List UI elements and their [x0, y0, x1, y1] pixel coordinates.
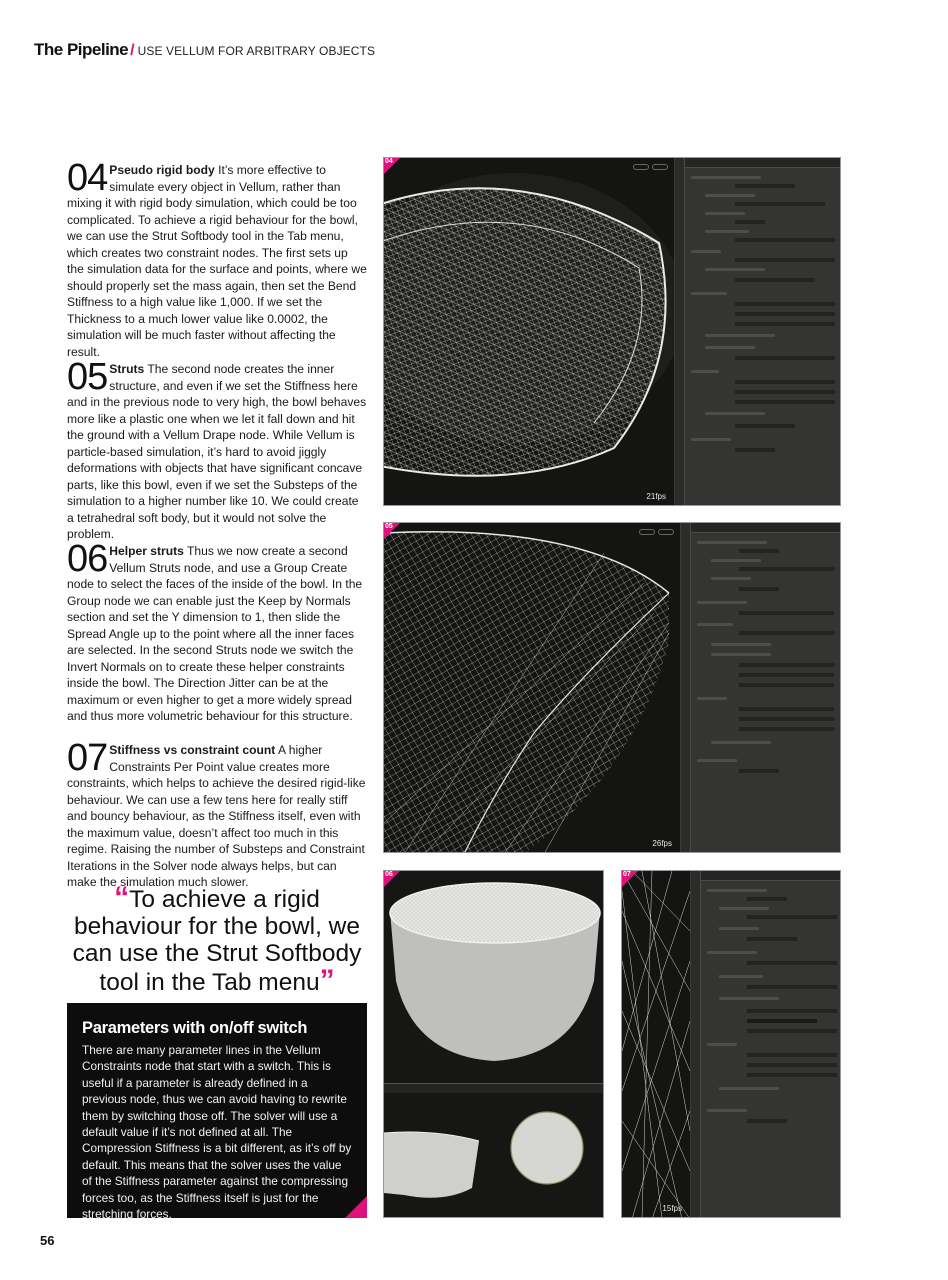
fps-readout: 26fps	[652, 839, 672, 848]
slash-divider: /	[130, 42, 135, 59]
step-06	[67, 538, 367, 725]
bowl-side-and-top-views-image	[384, 1093, 604, 1218]
boxout-body: There are many parameter lines in the Vellum Constraints node that start with a switch. This is useful if a parameter is already defined in a previous node, thus we can avoid having to rewrite them by switching those off. The solver will use a default value if it’s not defined at all. The Compression Stiffness is a bit different, as it’s off by default. This means that the solver uses the value of the Stiffness parameter against the compressing forces too, as the Stiffness itself is just for the stretching forces.	[82, 1043, 352, 1222]
viewport-buttons	[639, 529, 674, 535]
screenshot-04	[383, 157, 841, 506]
step-heading: Struts	[109, 362, 145, 376]
screenshot-tag-number: 07	[623, 871, 631, 878]
page-header	[34, 40, 375, 60]
fps-readout: 15fps	[662, 1204, 682, 1213]
parameters-panel	[684, 158, 841, 505]
step-body: It’s more effective to simulate every object in Vellum, rather than mixing it with rigid body simulation, which could be too complicated. To achieve a rigid behaviour for the bowl, we can use the Strut Softbody tool in the Tab menu, which creates two constraint nodes. The first sets up the simulation data for the surface and points, where we should properly set the mass again, then set the Bend Stiffness to a high value like 1,000. If we set the Thickness to a much lower value like 0.0002, the simulation will be much faster without affecting the result.	[67, 163, 367, 359]
step-heading: Helper struts	[109, 544, 184, 558]
screenshot-05	[383, 522, 841, 853]
screenshot-06	[383, 870, 604, 1218]
parameters-panel	[700, 871, 841, 1217]
solid-bowl-image	[384, 871, 604, 1083]
step-number: 04	[67, 157, 108, 199]
panel-titlebar	[701, 871, 841, 881]
boxout-title: Parameters with on/off switch	[82, 1019, 308, 1037]
article-section-title: USE VELLUM FOR ARBITRARY OBJECTS	[137, 44, 376, 58]
screenshot-07	[621, 870, 841, 1218]
step-07	[67, 737, 367, 891]
step-body: A higher Constraints Per Point value creates more constraints, which helps to achieve the desired rigid-like behaviour. We can use a few tens here for really stiff and bouncy behaviour, as the Stiffness itself, even with the maximum value, doesn’t affect too much in this regime. Raising the number of Substeps and Constraint Iterations in the Solver node always helps, but can make the simulation much slower.	[67, 743, 366, 889]
corner-accent	[345, 1196, 367, 1218]
pull-quote-text: To achieve a rigid behaviour for the bowl, we can use the Strut Softbody tool in the Tab menu	[72, 886, 362, 996]
step-number: 05	[67, 356, 108, 398]
step-body: The second node creates the inner structure, and even if we set the Stiffness here and in the previous node to very high, the bowl behaves more like a plastic one when we let it fall down and hit the ground with a Vellum Drape node. While Vellum is particle-based simulation, it’s hard to avoid jiggly deformations with objects that have significant concave parts, like this bowl, even if we set the Substeps of the simulation to a higher number like 10. We could create a tetrahedral soft body, but it would not solve the problem.	[67, 362, 367, 541]
fps-readout: 21fps	[646, 492, 666, 501]
step-body: Thus we now create a second Vellum Struts node, and use a Group Create node to select the faces of the inside of the bowl. In the Group node we can enable just the Keep by Normals section and set the Y dimension to 1, then slide the Spread Angle up to the point where all the inner faces are selected. In the second Struts node we switch the Invert Normals on to create these helper constraints inside the bowl. The Direction Jitter can be at the maximum or even higher to get a more widely spread and thus more volumetric behaviour for this structure.	[67, 544, 363, 723]
viewport-3d	[622, 871, 690, 1218]
bowl-wireframe-image	[384, 158, 674, 506]
magazine-section-brand: The Pipeline	[34, 40, 129, 59]
viewport-tabs	[384, 1083, 604, 1093]
page-number: 56	[40, 1233, 55, 1248]
tip-boxout	[67, 1003, 367, 1222]
viewport-3d	[384, 158, 674, 506]
step-number: 07	[67, 737, 108, 779]
parameters-panel	[690, 523, 841, 852]
viewport-toolbar	[674, 158, 684, 505]
viewport-3d-bottom	[384, 1093, 604, 1218]
step-number: 06	[67, 538, 108, 580]
step-heading: Stiffness vs constraint count	[109, 743, 276, 757]
step-05	[67, 356, 367, 543]
close-quote-icon: ”	[319, 964, 335, 997]
struts-wireframe-image	[384, 523, 680, 853]
constraint-lines-image	[622, 871, 690, 1218]
panel-titlebar	[685, 158, 841, 168]
viewport-toolbar	[690, 871, 700, 1217]
viewport-buttons	[633, 164, 668, 170]
screenshot-tag-number: 04	[385, 158, 393, 165]
open-quote-icon: “	[114, 881, 130, 914]
viewport-toolbar	[680, 523, 690, 852]
panel-titlebar	[691, 523, 841, 533]
viewport-3d	[384, 523, 680, 853]
screenshot-tag-number: 06	[385, 871, 393, 878]
viewport-3d-top	[384, 871, 604, 1083]
pull-quote	[67, 881, 367, 997]
step-heading: Pseudo rigid body	[109, 163, 215, 177]
step-04	[67, 157, 367, 360]
screenshot-tag-number: 05	[385, 523, 393, 530]
